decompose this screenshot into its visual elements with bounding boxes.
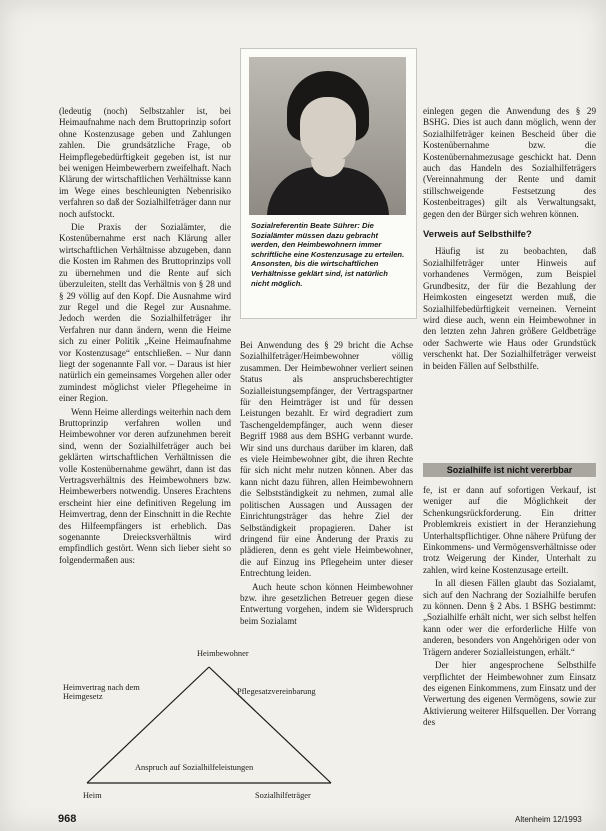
text-column-middle [240,340,413,629]
photo-face [300,97,356,163]
photo-frame [240,48,417,319]
publication-footer: Altenheim 12/1993 [515,815,582,824]
text-column-right [423,106,596,374]
portrait-photo [249,57,406,215]
text-column-left [59,106,231,568]
paragraph: (ledeutig (noch) Selbstzahler ist, bei Heimaufnahme nach dem Bruttoprinzip sofort ohne Kostenzusage geben und Zahlungen zahlen. Die grundsätzliche Frage, ob Heimpflegebedürftigkeit gegeben ist, ist nur bei wenigen Heimbewerbern zweifelhaft. Nach Klärung der wirtschaftlichen Verhältnisse kann im Wege eines beschleunigten Nebenrisiko verfahren so daß der Sozialhilfeträger dann nur noch aufstockt. [59,106,231,219]
section-subheading: Verweis auf Selbsthilfe? [423,229,532,241]
paragraph: Wenn Heime allerdings weiterhin nach dem Bruttoprinzip verfahren wollen und Heimbewohner vor deren aufzunehmen bereit sind, wenn der Sozialhilfeträger auch bei geklärten wirtschaftlichen Verhältnissen die volle Kostenübernahme gewährt, dann ist das Vertragsverhältnis des Heimbewohners bzw. Heimbewerbers notwendig. Unseres Erachtens erscheint hier eine definitiven Regelung im Heimvertrag, denn der Einschnitt in die Rechte des Hilfeempfängers ist erheblich. Das sogenannte Dreiecksverhältnis wird empfindlich gestört. Wenn sich lieber sieht so folgendermaßen aus: [59,406,231,565]
diagram-label-left-side: Heimvertrag nach dem Heimgesetz [63,683,140,702]
paragraph: In all diesen Fällen glaubt das Sozialamt, sich auf den Nachrang der Sozialhilfe berufen zu können. Denn § 2 Abs. 1 BSHG bestimmt: „Sozialhilfe erhält nicht, wer sich selbst helfen kann oder wer die erforderliche Hilfe von anderen, besonders von Angehörigen oder von Trägern anderer Sozialleistungen, erhält.“ [423,578,596,657]
diagram-label-top: Heimbewohner [197,649,249,658]
diagram-label-inner: Anspruch auf Sozialhilfeleistungen [135,763,254,772]
text-column-right-continued [423,485,596,731]
paragraph: fe, ist er dann auf sofortigen Verkauf, ist weniger auf die Möglichkeit der Schenkungsrückforderung. Ein dritter Problemkreis existiert in der Heranziehung Unterhaltspflichtiger. Ohne nähere Prüfung der Einkommens- und Vermögensverhältnisse oder trotz Weigerung der Kinder, Unterhalt zu zahlen, wird keine Kostenzusage erteilt. [423,485,596,575]
triangle-diagram-svg [59,645,359,815]
paragraph: Die Praxis der Sozialämter, die Kostenübernahme erst nach Klärung aller wirtschaftlichen Verhältnisse abzugeben, dann die Kosten im Rahmen des Bruttoprinzips voll zu übernehmen und die Rente auf sich überzuleiten, stellt das Verhältnis von § 28 und § 29 völlig auf den Kopf. Die Ausnahme wird zur Regel und die Regel zur Ausnahme. Jedoch werden die Sozialhilfeträger ihr Verfahren nur dann ändern, wenn die Heime sich zu einer Politik „Keine Heimaufnahme vor Kostenzusage“ entschließen. – Nur dann liegt der sogenannte Fall vor. – Daraus ist hier natürlich ein gemeinsames Vorgehen aller oder zumindest möglichst vieler Pflegeheime in einer Region. [59,222,231,404]
diagram-label-bottom-left: Heim [83,791,102,800]
photo-caption: Sozialreferentin Beate Sührer: Die Sozialämter müssen dazu gebracht werden, den Heimbewohnern immer schriftliche eine Kostenzusage zu erteilen. Ansonsten, bis die wirtschaftlichen Verhältnisse geklärt sind, ist natürlich nicht möglich. [251,221,405,288]
triangle-diagram [59,645,359,815]
paragraph: Der hier angesprochene Selbsthilfe verpflichtet der Heimbewohner zum Einsatz des eigenen Einkommens, zum Einsatz und der Verwertung des eigenen Vermögens, sowie zur Aktivierung weiterer Hilfsquellen. Der Vorrang des [423,660,596,728]
diagram-label-right-side: Pflegesatzvereinbarung [237,687,316,696]
paragraph: Bei Anwendung des § 29 bricht die Achse Sozialhilfeträger/Heimbewohner völlig zusammen. Der Heimbewohner verliert seinen Status als anspruchsberechtigter Sozialleistungsempfänger, der Vertragspartner für den Heimträger ist und für dessen Leistungen bezahlt. Er wird degradiert zum Taschengeldempfänger, auch wenn dieser Begriff 1988 aus dem BSHG verbannt wurde. Wir sind uns durchaus darüber im klaren, daß es viele Heimbewohner gibt, die ihren Rechte für sich nicht mehr nutzen können. Aber das kann nicht dazu führen, allen Heimbewohnern die Selbstständigkeit zu nehmen, zumal alle politischen Aussagen und Aussagen der Einrichtungsträger das hehre Ziel der Selbständigkeit propagieren. Daher ist dringend für eine Änderung der Praxis zu plädieren, denn es geht viele Heimbewohner, die auf Einzug ins Pflegeheim unter dieser Entrechtung leiden. [240,340,413,579]
paragraph: Auch heute schon können Heimbewohner bzw. ihre gesetzlichen Betreuer gegen diese Entwertung vorgehen, indem sie Widerspruch beim Sozialamt [240,581,413,626]
paragraph: Häufig ist zu beobachten, daß Sozialhilfeträger unter Hinweis auf vorhandenes Vermögen, zum Beispiel Grundbesitz, der für die Bezahlung der Heimkosten eingesetzt werden muß, die Sozialhilfebedürftigkeit verneinen. Verneint wird diese auch, wenn ein Heimbewohner in den letzten zehn Jahren größere Geldbeträge oder Sachwerte wie Haus oder Grundstück verschenkt hat. Der Sozialhilfeträger verweist in beiden Fällen auf Selbsthilfe. [423,246,596,371]
pull-quote-banner: Sozialhilfe ist nicht vererbbar [423,463,596,477]
paragraph: einlegen gegen die Anwendung des § 29 BSHG. Dies ist auch dann möglich, wenn der Sozialhilfeträger keinen Bescheid über die Kostenübernahme bzw. die Kostenübernahmezusage geschickt hat. Denn auch das Handeln des Sozialhilfeträgers (Vereinnahmung der Rente und damit stillschweigende Festsetzung des Kostenbeitrages) gilt als Verwaltungsakt, gegen den der Bürger sich wehren können. [423,106,596,219]
page-number: 968 [58,813,77,825]
diagram-label-bottom-right: Sozialhilfeträger [255,791,311,800]
